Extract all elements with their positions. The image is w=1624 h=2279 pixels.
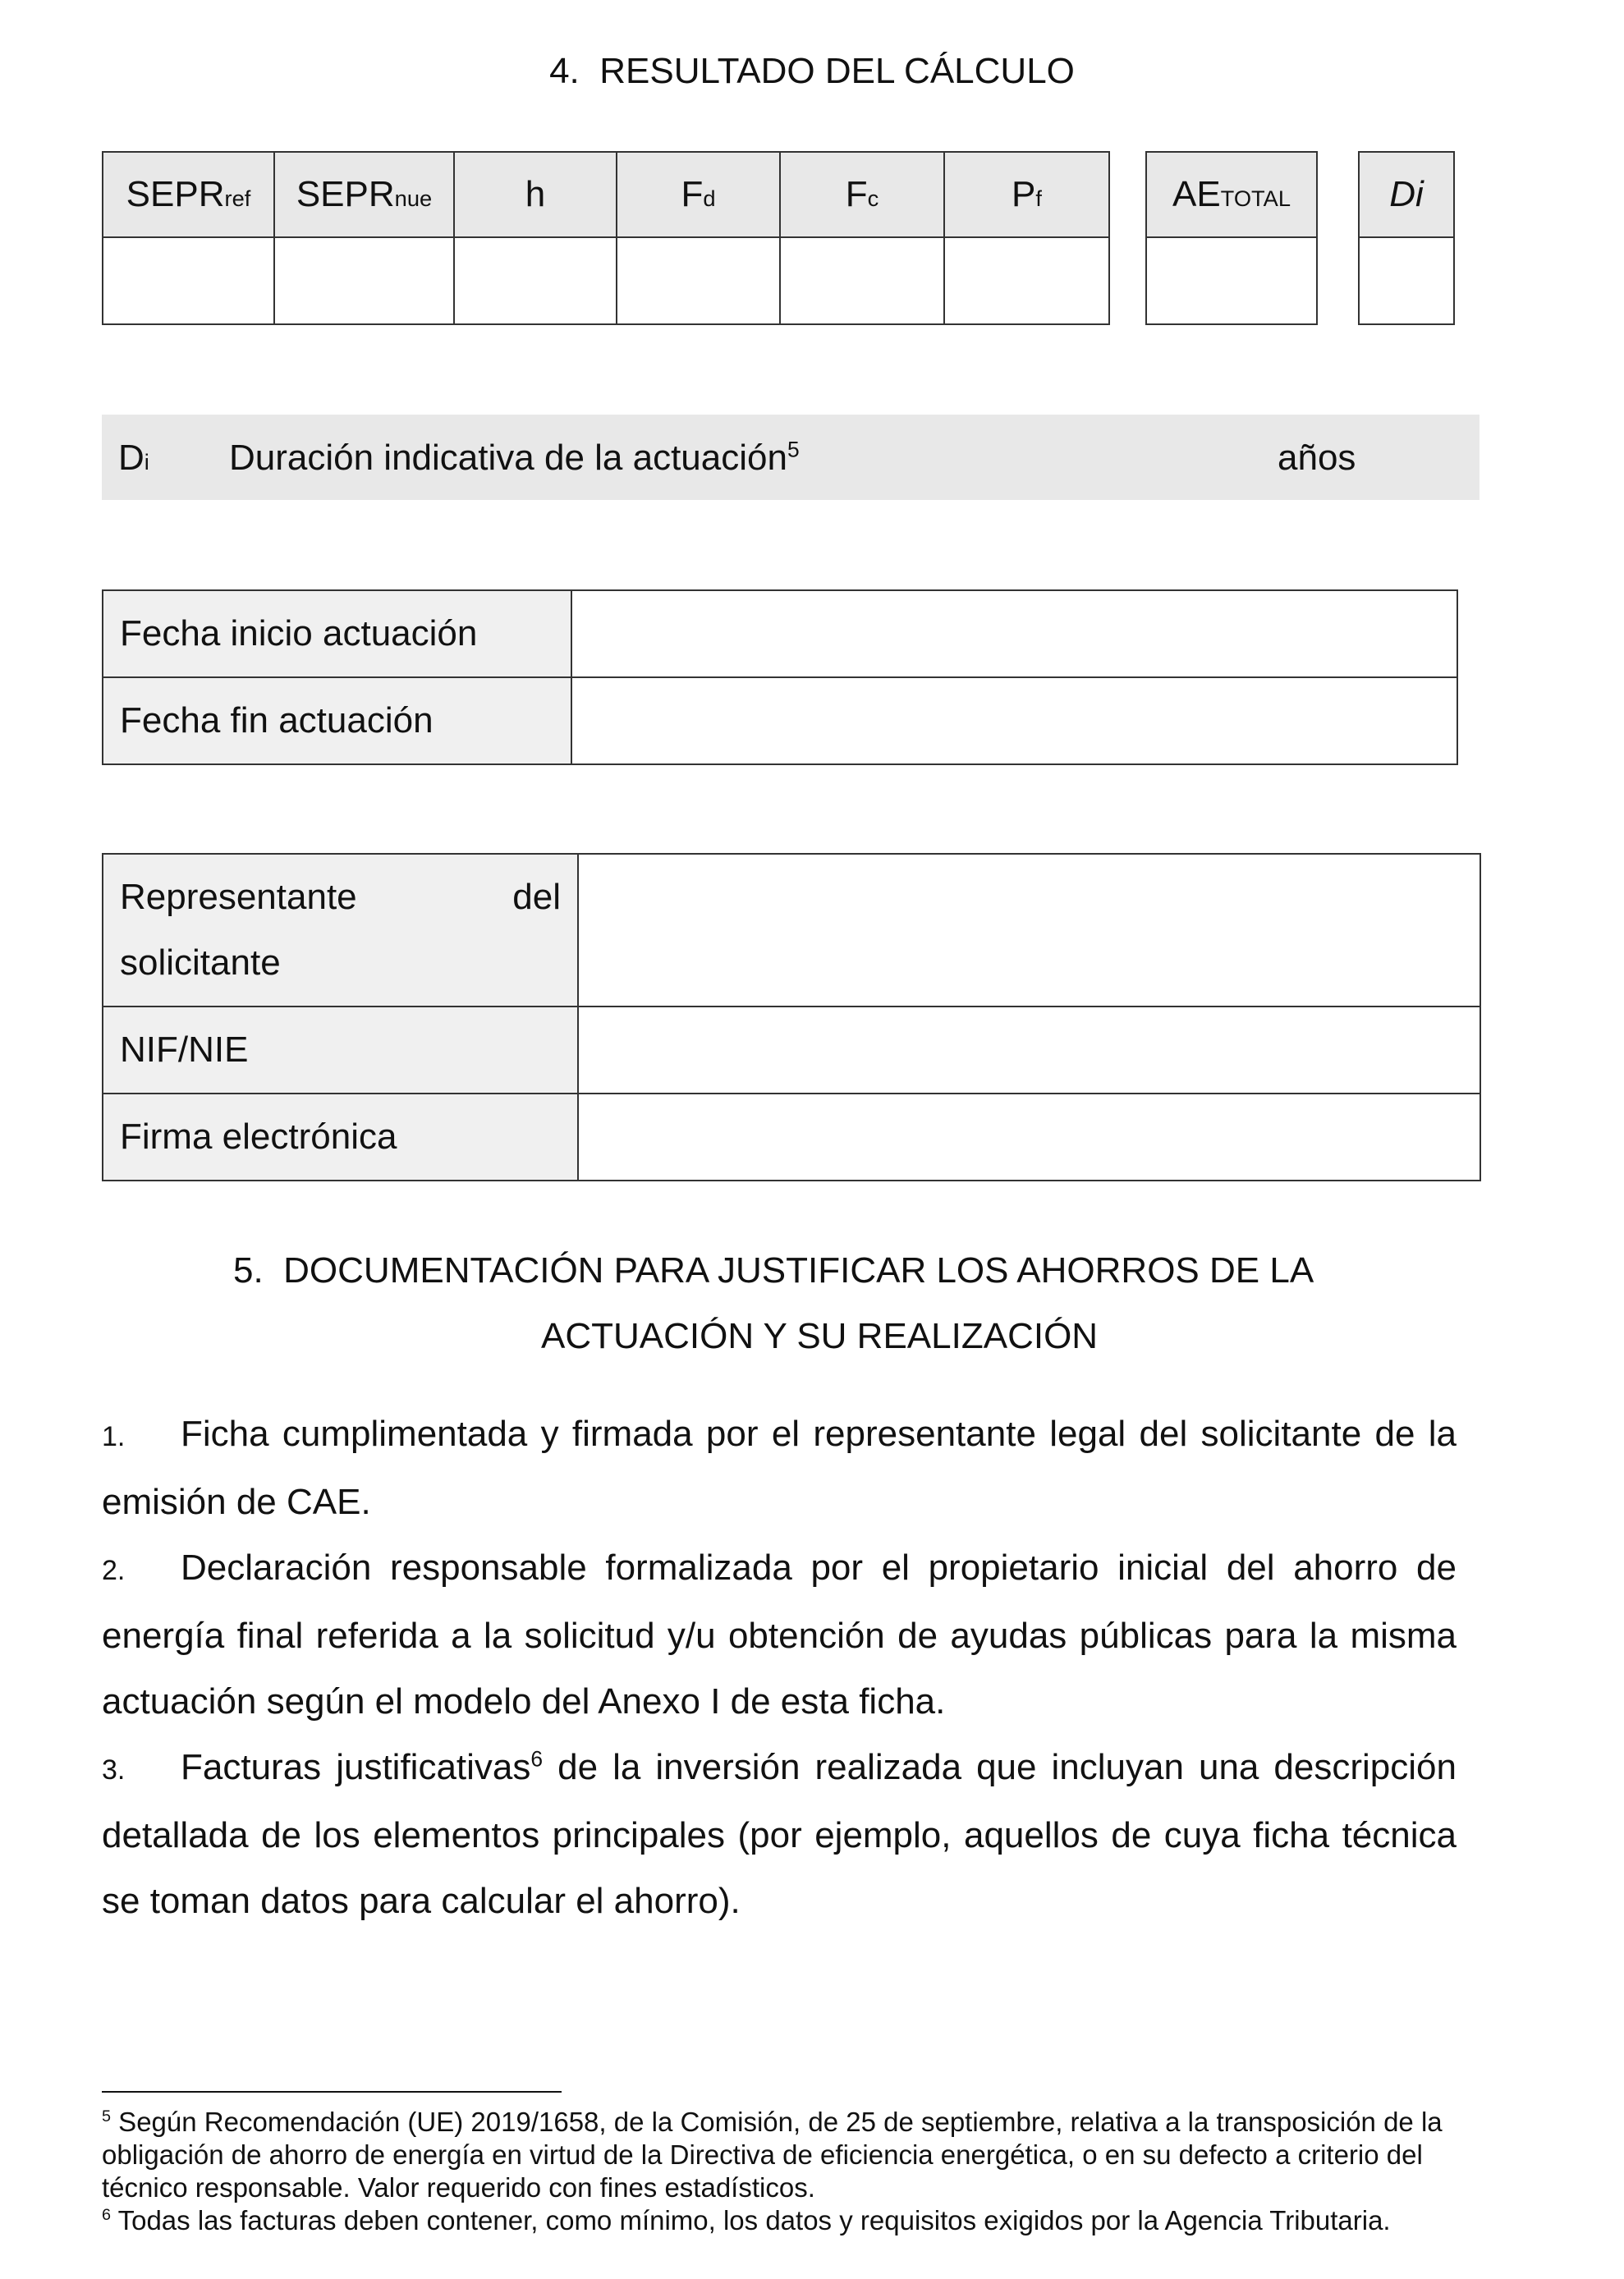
- fecha-fin-input[interactable]: [571, 677, 1457, 764]
- value-pf[interactable]: [944, 237, 1109, 324]
- value-di[interactable]: [1359, 237, 1454, 324]
- section-5-title-line2: ACTUACIÓN Y SU REALIZACIÓN: [541, 1316, 1099, 1356]
- list-item: 2. Declaración responsable formalizada por el propietario inicial del ahorro de energía final referida a la solicitud y/u obtención de ayudas públicas para la misma actuación según el modelo del Anexo I de esta ficha.: [102, 1548, 1457, 1722]
- calc-table: [102, 151, 1110, 325]
- section-4-title: RESULTADO DEL CÁLCULO: [599, 51, 1075, 91]
- header-sepr-ref: SEPRref: [103, 152, 274, 237]
- section-5-number: 5.: [233, 1250, 264, 1291]
- value-ae-total[interactable]: [1146, 237, 1317, 324]
- nif-label: NIF/NIE: [103, 1007, 578, 1094]
- header-fd: Fd: [617, 152, 780, 237]
- list-item: 1. Ficha cumplimentada y firmada por el representante legal del solicitante de la emisión de CAE.: [102, 1414, 1457, 1522]
- section-4-heading: [0, 51, 1624, 92]
- header-h: h: [454, 152, 617, 237]
- duracion-symbol: Di: [118, 438, 149, 478]
- fecha-fin-label: Fecha fin actuación: [103, 677, 571, 764]
- header-sepr-nue: SEPRnue: [274, 152, 454, 237]
- representante-label: Representante del solicitante: [103, 854, 578, 1007]
- footnote-6: $^6$ Todas las facturas deben contener, como mínimo, los datos y requisitos exigidos por la Agencia Tributaria.: [102, 2205, 1391, 2235]
- header-pf: Pf: [944, 152, 1109, 237]
- fechas-table: [102, 589, 1458, 765]
- firma-input[interactable]: [578, 1094, 1480, 1181]
- value-sepr-nue[interactable]: [274, 237, 454, 324]
- header-di: Di: [1359, 152, 1454, 237]
- section-5-title-line1: DOCUMENTACIÓN PARA JUSTIFICAR LOS AHORROS DE LA: [283, 1250, 1314, 1291]
- value-fc[interactable]: [780, 237, 944, 324]
- nif-input[interactable]: [578, 1007, 1480, 1094]
- firma-label: Firma electrónica: [103, 1094, 578, 1181]
- fecha-inicio-label: Fecha inicio actuación: [103, 590, 571, 677]
- ae-total-table: [1145, 151, 1318, 325]
- duracion-bar: [102, 415, 1479, 500]
- footnote-5: $^5$ Según Recomendación (UE) 2019/1658, de la Comisión, de 25 de septiembre, relativa a la transposición de la obligación de ahorro de energía en virtud de la Directiva de eficiencia energética, o en su defecto a criterio del técnico responsable. Valor requerido con fines estadísticos.: [102, 2107, 1443, 2203]
- value-h[interactable]: [454, 237, 617, 324]
- list-item: 3. Facturas justificativas$^6$ de la inversión realizada que incluyan una descripción detallada de los elementos principales (por ejemplo, aquellos de cuya ficha técnica se toman datos para calcular el ahorro).: [102, 1746, 1457, 1921]
- section-4-number: 4.: [549, 51, 580, 91]
- header-fc: Fc: [780, 152, 944, 237]
- duracion-unit: años: [1278, 438, 1356, 478]
- representante-input[interactable]: [578, 854, 1480, 1007]
- footnote-separator: [102, 2091, 562, 2093]
- footnotes: [102, 2106, 1465, 2237]
- value-fd[interactable]: [617, 237, 780, 324]
- fecha-inicio-input[interactable]: [571, 590, 1457, 677]
- section-5-heading: [102, 1238, 1571, 1369]
- duracion-label: Duración indicativa de la actuación$^5$: [229, 437, 800, 478]
- di-table: [1358, 151, 1455, 325]
- documentation-list: [102, 1401, 1457, 1934]
- representante-table: [102, 853, 1481, 1181]
- value-sepr-ref[interactable]: [103, 237, 274, 324]
- header-ae-total: AETOTAL: [1146, 152, 1317, 237]
